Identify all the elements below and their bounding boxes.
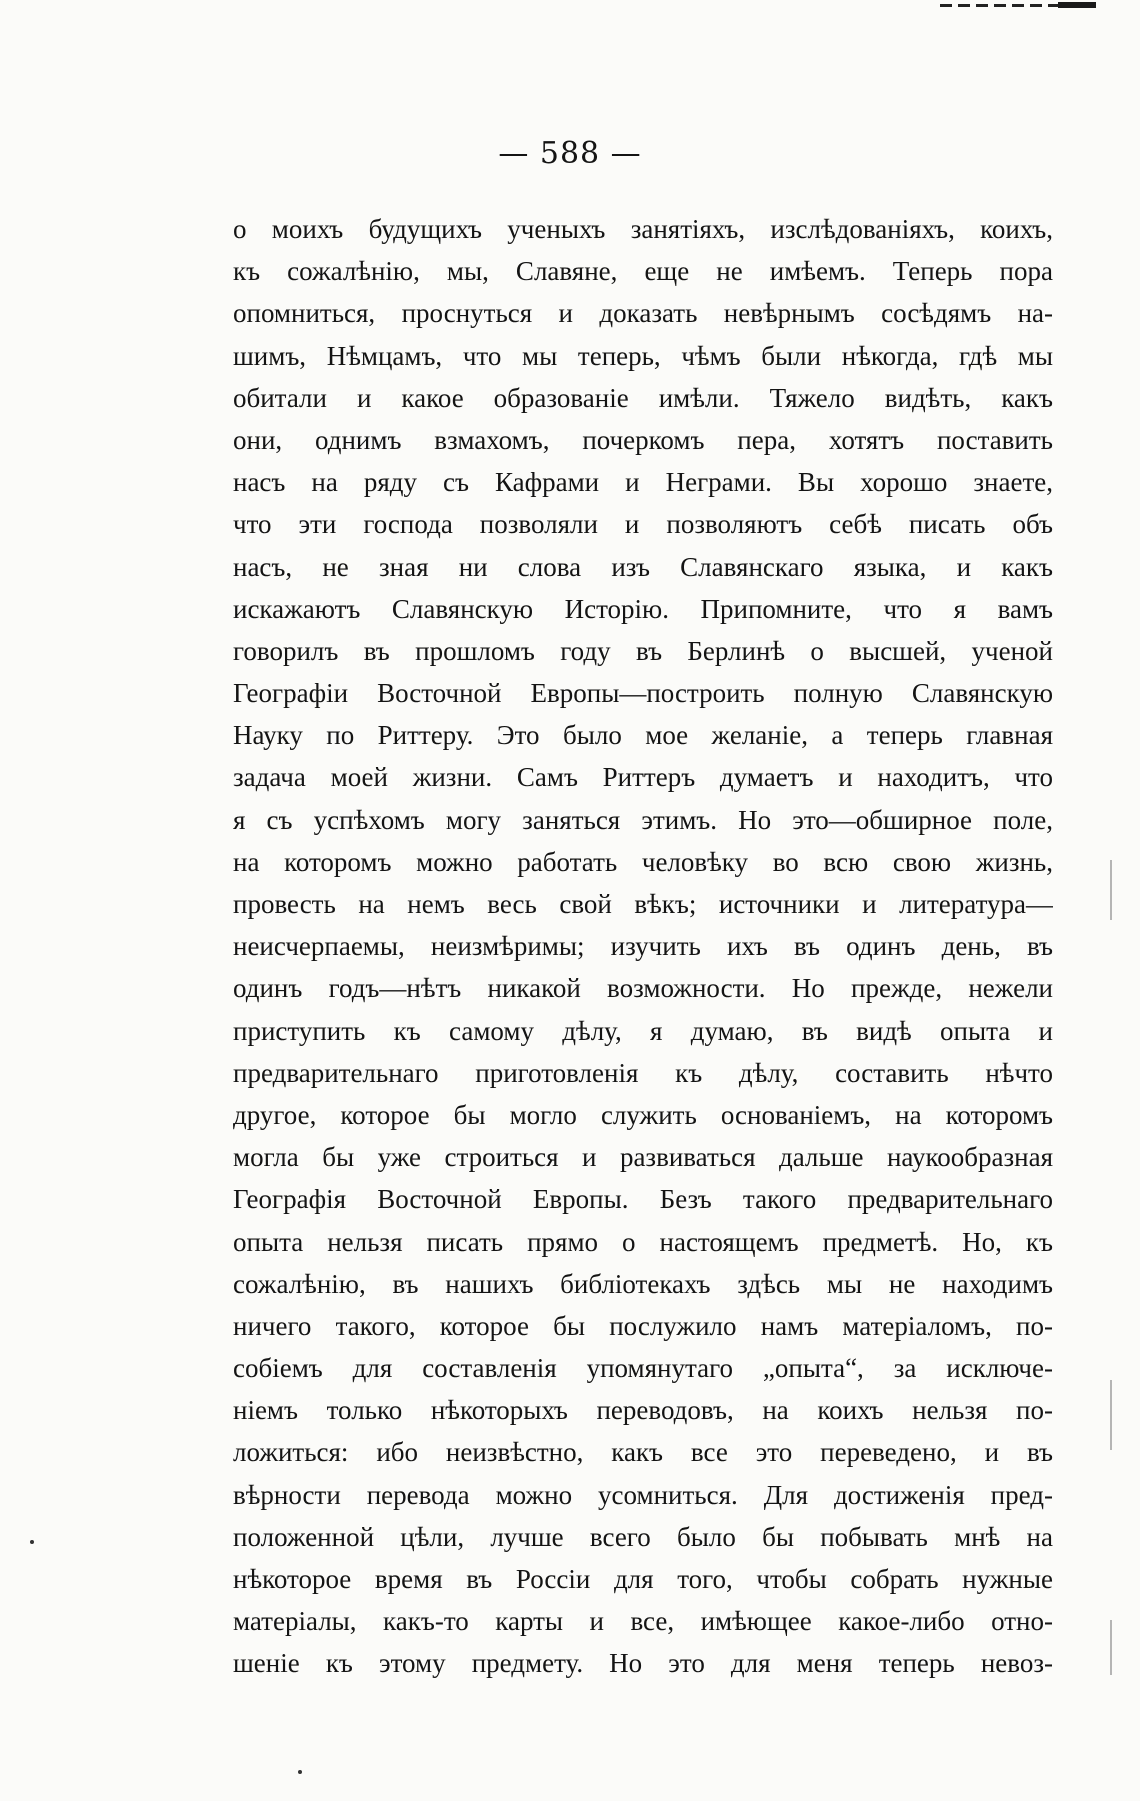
text-line: предварительнаго приготовленія къ дѣлу, составить нѣчто	[233, 1057, 1053, 1088]
text-line: одинъ годъ—нѣтъ никакой возможности. Но прежде, нежели	[233, 973, 1053, 1004]
text-line: вѣрности перевода можно усомниться. Для достиженія пред-	[233, 1479, 1053, 1510]
margin-artifact	[1110, 860, 1112, 920]
text-line: опыта нельзя писать прямо о настоящемъ предметѣ. Но, къ	[233, 1226, 1053, 1257]
page-number: — 588 —	[498, 136, 642, 171]
text-line: ложиться: ибо неизвѣстно, какъ все это переведено, и въ	[233, 1437, 1053, 1468]
text-line: Географія Восточной Европы. Безъ такого предварительнаго	[233, 1184, 1053, 1215]
text-line: положенной цѣли, лучше всего было бы побывать мнѣ на	[233, 1521, 1053, 1552]
text-line: къ сожалѣнію, мы, Славяне, еще не имѣемъ. Теперь пора	[233, 256, 1053, 287]
text-line: задача моей жизни. Самъ Риттеръ думаетъ и находитъ, что	[233, 762, 1053, 793]
text-line: Науку по Риттеру. Это было мое желаніе, а теперь главная	[233, 720, 1053, 751]
text-line: они, однимъ взмахомъ, почеркомъ пера, хотятъ поставить	[233, 424, 1053, 455]
text-line: на которомъ можно работать человѣку во всю свою жизнь,	[233, 846, 1053, 877]
text-line: о моихъ будущихъ ученыхъ занятіяхъ, изслѣдованіяхъ, коихъ,	[233, 214, 1053, 244]
text-line: провесть на немъ весь свой вѣкъ; источники и литература—	[233, 889, 1053, 919]
text-line: ничего такого, которое бы послужило намъ матеріаломъ, по-	[233, 1310, 1053, 1341]
text-line: насъ на ряду съ Кафрами и Неграми. Вы хорошо знаете,	[233, 467, 1053, 498]
text-line: приступить къ самому дѣлу, я думаю, въ видѣ опыта и	[233, 1015, 1053, 1046]
text-line: шимъ, Нѣмцамъ, что мы теперь, чѣмъ были нѣкогда, гдѣ мы	[233, 340, 1053, 371]
text-line: неисчерпаемы, неизмѣримы; изучить ихъ въ одинъ день, въ	[233, 931, 1053, 962]
text-line: нѣкоторое время въ Россіи для того, чтобы собрать нужные	[233, 1564, 1053, 1594]
text-line: шеніе къ этому предмету. Но это для меня теперь невоз-	[233, 1648, 1053, 1679]
text-line: насъ, не зная ни слова изъ Славянскаго языка, и какъ	[233, 551, 1053, 582]
text-line: что эти господа позволяли и позволяютъ себѣ писать объ	[233, 509, 1053, 540]
text-line: могла бы уже строиться и развиваться дальше наукообразная	[233, 1142, 1053, 1173]
text-line: сожалѣнію, въ нашихъ библіотекахъ здѣсь мы не находимъ	[233, 1268, 1053, 1299]
text-line: я съ успѣхомъ могу заняться этимъ. Но это—обширное поле,	[233, 804, 1053, 835]
body-text	[233, 208, 1053, 1685]
text-line: матеріалы, какъ-то карты и все, имѣющее какое-либо отно-	[233, 1606, 1053, 1637]
text-line: говорилъ въ прошломъ году въ Берлинѣ о высшей, ученой	[233, 635, 1053, 666]
text-line: ніемъ только нѣкоторыхъ переводовъ, на коихъ нельзя по-	[233, 1395, 1053, 1426]
scan-speck	[298, 1770, 302, 1774]
top-edge-mark	[1058, 2, 1096, 8]
text-line: другое, которое бы могло служить основаніемъ, на которомъ	[233, 1099, 1053, 1130]
text-line: Географіи Восточной Европы—построить полную Славянскую	[233, 678, 1053, 709]
text-line: опомниться, проснуться и доказать невѣрнымъ сосѣдямъ на-	[233, 298, 1053, 329]
margin-artifact	[1110, 1380, 1112, 1450]
text-line: обитали и какое образованіе имѣли. Тяжело видѣть, какъ	[233, 382, 1053, 413]
scan-speck	[30, 1540, 34, 1544]
text-line: искажаютъ Славянскую Исторію. Припомните, что я вамъ	[233, 593, 1053, 624]
text-line: собіемъ для составленія упомянутаго „опыта“, за исключе-	[233, 1353, 1053, 1384]
margin-artifact	[1110, 1620, 1112, 1675]
